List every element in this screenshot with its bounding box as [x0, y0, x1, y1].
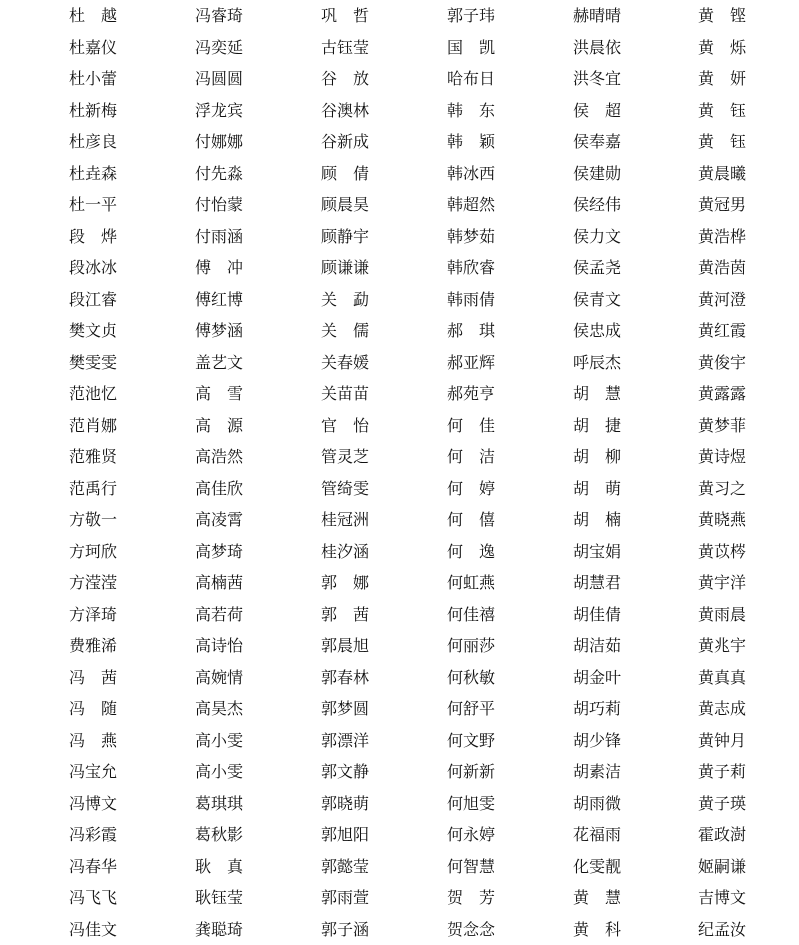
- name-cell: 樊雯雯: [69, 352, 118, 372]
- name-cell: 关 勐: [321, 289, 370, 309]
- name-cell: 巩 哲: [321, 6, 370, 25]
- name-cell: 黄晓燕: [698, 510, 747, 529]
- name-cell: 段江睿: [69, 289, 118, 309]
- name-cell: 谷 放: [321, 69, 370, 88]
- name-cell: 顾静宇: [321, 226, 370, 246]
- name-row: [0, 347, 799, 378]
- name-cell: 高诗怡: [195, 636, 244, 655]
- name-cell: 何 僖: [447, 510, 496, 529]
- name-row: [0, 851, 799, 882]
- name-cell: 黄宇洋: [698, 573, 747, 592]
- name-cell: 杜嘉仪: [69, 37, 118, 57]
- name-cell: 冯飞飞: [69, 888, 118, 907]
- name-cell: 何丽莎: [447, 636, 496, 655]
- name-cell: 胡慧君: [573, 573, 622, 592]
- name-cell: 冯睿琦: [195, 6, 244, 25]
- name-cell: 侯奉嘉: [573, 132, 622, 151]
- name-cell: 杜小蕾: [69, 69, 118, 88]
- name-cell: 韩 东: [447, 100, 496, 120]
- name-cell: 葛秋影: [195, 825, 244, 844]
- name-cell: 黄 烁: [698, 37, 747, 57]
- name-cell: 耿钰莹: [195, 888, 244, 907]
- name-row: [0, 914, 799, 945]
- name-row: [0, 441, 799, 472]
- name-cell: 郭文静: [321, 762, 370, 781]
- name-row: [0, 252, 799, 283]
- name-row: [0, 725, 799, 756]
- name-cell: 高小雯: [195, 730, 244, 750]
- name-cell: 桂冠洲: [321, 510, 370, 529]
- name-cell: 何智慧: [447, 856, 496, 876]
- name-cell: 黄钟月: [698, 730, 747, 750]
- name-cell: 黄 钰: [698, 100, 747, 120]
- name-cell: 韩欣睿: [447, 258, 496, 277]
- name-row: [0, 95, 799, 126]
- name-row: [0, 599, 799, 630]
- name-cell: 黄露露: [698, 384, 747, 403]
- name-cell: 官 怡: [321, 415, 370, 435]
- name-cell: 高楠茜: [195, 573, 244, 592]
- name-cell: 冯宝允: [69, 762, 118, 781]
- name-cell: 何虹燕: [447, 573, 496, 592]
- name-cell: 段 烨: [69, 226, 118, 246]
- name-cell: 杜 越: [69, 6, 118, 25]
- name-cell: 贺 芳: [447, 888, 496, 907]
- name-row: [0, 189, 799, 220]
- name-cell: 郭雨萱: [321, 888, 370, 907]
- name-cell: 胡雨微: [573, 793, 622, 813]
- name-cell: 洪晨依: [573, 37, 622, 57]
- name-cell: 化雯靓: [573, 856, 622, 876]
- name-cell: 何舒平: [447, 699, 496, 718]
- name-cell: 盖艺文: [195, 352, 244, 372]
- name-cell: 何旭雯: [447, 793, 496, 813]
- name-cell: 赫晴晴: [573, 6, 622, 25]
- name-cell: 黄习之: [698, 478, 747, 498]
- name-cell: 胡素洁: [573, 762, 622, 781]
- name-cell: 胡宝娟: [573, 541, 622, 561]
- name-cell: 郝苑亨: [447, 384, 496, 403]
- name-cell: 纪孟汝: [698, 919, 747, 939]
- name-cell: 霍政澍: [698, 825, 747, 844]
- name-cell: 胡 柳: [573, 447, 622, 466]
- name-cell: 杜垚森: [69, 163, 118, 183]
- name-cell: 洪冬宜: [573, 69, 622, 88]
- name-cell: 韩冰西: [447, 163, 496, 183]
- name-cell: 范禹行: [69, 478, 118, 498]
- name-cell: 哈布日: [447, 69, 496, 88]
- name-row: [0, 473, 799, 504]
- name-cell: 郝亚辉: [447, 352, 496, 372]
- name-cell: 黄俊宇: [698, 352, 747, 372]
- name-row: [0, 662, 799, 693]
- name-cell: 黄冠男: [698, 195, 747, 214]
- name-cell: 高婉情: [195, 667, 244, 687]
- name-cell: 韩 颖: [447, 132, 496, 151]
- name-cell: 韩雨倩: [447, 289, 496, 309]
- name-cell: 高 雪: [195, 384, 244, 403]
- name-cell: 高昊杰: [195, 699, 244, 718]
- name-cell: 杜一平: [69, 195, 118, 214]
- name-cell: 呼辰杰: [573, 352, 622, 372]
- name-cell: 郭旭阳: [321, 825, 370, 844]
- name-row: [0, 32, 799, 63]
- name-cell: 冯 茜: [69, 667, 118, 687]
- name-cell: 郭 娜: [321, 573, 370, 592]
- name-cell: 郭懿莹: [321, 856, 370, 876]
- name-row: [0, 630, 799, 661]
- name-cell: 方珂欣: [69, 541, 118, 561]
- name-cell: 胡巧莉: [573, 699, 622, 718]
- name-row: [0, 536, 799, 567]
- name-cell: 黄 钰: [698, 132, 747, 151]
- name-row: [0, 882, 799, 913]
- name-row: [0, 221, 799, 252]
- name-cell: 黄河澄: [698, 289, 747, 309]
- name-row: [0, 788, 799, 819]
- name-row: [0, 693, 799, 724]
- name-cell: 付娜娜: [195, 132, 244, 151]
- name-cell: 郭晨旭: [321, 636, 370, 655]
- name-cell: 谷澳林: [321, 100, 370, 120]
- name-row: [0, 756, 799, 787]
- name-cell: 侯建勋: [573, 163, 622, 183]
- name-cell: 何 佳: [447, 415, 496, 435]
- name-cell: 付先淼: [195, 163, 244, 183]
- name-cell: 管绮雯: [321, 478, 370, 498]
- name-cell: 高凌霄: [195, 510, 244, 529]
- name-cell: 韩超然: [447, 195, 496, 214]
- name-cell: 冯博文: [69, 793, 118, 813]
- name-row: [0, 126, 799, 157]
- name-cell: 黄 科: [573, 919, 622, 939]
- name-cell: 费雅浠: [69, 636, 118, 655]
- name-cell: 侯力文: [573, 226, 622, 246]
- name-cell: 傅红博: [195, 289, 244, 309]
- name-cell: 高梦琦: [195, 541, 244, 561]
- name-cell: 关春媛: [321, 352, 370, 372]
- name-cell: 黄雨晨: [698, 604, 747, 624]
- name-cell: 黄 妍: [698, 69, 747, 88]
- name-cell: 方泽琦: [69, 604, 118, 624]
- name-cell: 黄红霞: [698, 321, 747, 340]
- name-cell: 付雨涵: [195, 226, 244, 246]
- name-cell: 国 凯: [447, 37, 496, 57]
- name-cell: 杜新梅: [69, 100, 118, 120]
- name-cell: 傅 冲: [195, 258, 244, 277]
- name-cell: 顾谦谦: [321, 258, 370, 277]
- name-cell: 胡少锋: [573, 730, 622, 750]
- name-cell: 黄子莉: [698, 762, 747, 781]
- name-cell: 何秋敏: [447, 667, 496, 687]
- name-cell: 黄 铿: [698, 6, 747, 25]
- name-cell: 高佳欣: [195, 478, 244, 498]
- name-cell: 范肖娜: [69, 415, 118, 435]
- name-cell: 顾晨昊: [321, 195, 370, 214]
- name-cell: 何 婷: [447, 478, 496, 498]
- name-row: [0, 0, 799, 31]
- name-cell: 胡金叶: [573, 667, 622, 687]
- name-row: [0, 158, 799, 189]
- name-cell: 侯 超: [573, 100, 622, 120]
- name-cell: 葛琪琪: [195, 793, 244, 813]
- name-cell: 黄梦菲: [698, 415, 747, 435]
- name-cell: 范雅贤: [69, 447, 118, 466]
- name-cell: 胡佳倩: [573, 604, 622, 624]
- name-cell: 何文野: [447, 730, 496, 750]
- name-cell: 花福雨: [573, 825, 622, 844]
- name-cell: 黄苡梣: [698, 541, 747, 561]
- name-cell: 顾 倩: [321, 163, 370, 183]
- name-cell: 桂汐涵: [321, 541, 370, 561]
- name-cell: 高若荷: [195, 604, 244, 624]
- name-cell: 胡洁茹: [573, 636, 622, 655]
- name-cell: 付怡蒙: [195, 195, 244, 214]
- name-cell: 关苗苗: [321, 384, 370, 403]
- name-cell: 郝 琪: [447, 321, 496, 340]
- name-cell: 胡 捷: [573, 415, 622, 435]
- name-cell: 侯忠成: [573, 321, 622, 340]
- name-cell: 侯经伟: [573, 195, 622, 214]
- name-row: [0, 819, 799, 850]
- name-cell: 何永婷: [447, 825, 496, 844]
- name-cell: 郭漂洋: [321, 730, 370, 750]
- name-row: [0, 378, 799, 409]
- name-cell: 郭春林: [321, 667, 370, 687]
- name-cell: 冯 随: [69, 699, 118, 718]
- name-row: [0, 63, 799, 94]
- name-cell: 韩梦茹: [447, 226, 496, 246]
- name-row: [0, 504, 799, 535]
- name-cell: 高小雯: [195, 762, 244, 781]
- name-cell: 黄诗煜: [698, 447, 747, 466]
- name-cell: 范池忆: [69, 384, 118, 403]
- name-cell: 龚聪琦: [195, 919, 244, 939]
- name-cell: 贺念念: [447, 919, 496, 939]
- name-cell: 黄晨曦: [698, 163, 747, 183]
- name-cell: 冯 燕: [69, 730, 118, 750]
- name-cell: 冯奕延: [195, 37, 244, 57]
- name-cell: 关 儒: [321, 321, 370, 340]
- name-cell: 樊文贞: [69, 321, 118, 340]
- name-cell: 何 洁: [447, 447, 496, 466]
- name-cell: 管灵芝: [321, 447, 370, 466]
- name-cell: 郭子涵: [321, 919, 370, 939]
- name-cell: 黄志成: [698, 699, 747, 718]
- name-cell: 胡 慧: [573, 384, 622, 403]
- name-row: [0, 410, 799, 441]
- name-cell: 吉博文: [698, 888, 747, 907]
- name-cell: 黄浩茵: [698, 258, 747, 277]
- name-row: [0, 315, 799, 346]
- name-row: [0, 284, 799, 315]
- name-cell: 侯孟尧: [573, 258, 622, 277]
- name-cell: 黄 慧: [573, 888, 622, 907]
- name-cell: 段冰冰: [69, 258, 118, 277]
- name-cell: 方敬一: [69, 510, 118, 529]
- name-cell: 郭子玮: [447, 6, 496, 25]
- name-cell: 胡 萌: [573, 478, 622, 498]
- name-cell: 方滢滢: [69, 573, 118, 592]
- name-cell: 郭晓萌: [321, 793, 370, 813]
- name-cell: 杜彦良: [69, 132, 118, 151]
- name-cell: 高 源: [195, 415, 244, 435]
- name-cell: 冯彩霞: [69, 825, 118, 844]
- name-cell: 郭梦圆: [321, 699, 370, 718]
- name-cell: 侯青文: [573, 289, 622, 309]
- name-cell: 谷新成: [321, 132, 370, 151]
- name-cell: 冯春华: [69, 856, 118, 876]
- name-cell: 耿 真: [195, 856, 244, 876]
- name-cell: 郭 茜: [321, 604, 370, 624]
- name-cell: 何新新: [447, 762, 496, 781]
- name-cell: 何佳禧: [447, 604, 496, 624]
- name-cell: 何 逸: [447, 541, 496, 561]
- name-cell: 黄子瑛: [698, 793, 747, 813]
- name-cell: 冯佳文: [69, 919, 118, 939]
- name-cell: 高浩然: [195, 447, 244, 466]
- name-cell: 黄浩桦: [698, 226, 747, 246]
- name-cell: 傅梦涵: [195, 321, 244, 340]
- name-cell: 姬嗣谦: [698, 856, 747, 876]
- name-cell: 胡 楠: [573, 510, 622, 529]
- name-cell: 古钰莹: [321, 37, 370, 57]
- name-cell: 黄真真: [698, 667, 747, 687]
- name-cell: 浮龙宾: [195, 100, 244, 120]
- name-cell: 冯圆圆: [195, 69, 244, 88]
- name-row: [0, 567, 799, 598]
- name-cell: 黄兆宇: [698, 636, 747, 655]
